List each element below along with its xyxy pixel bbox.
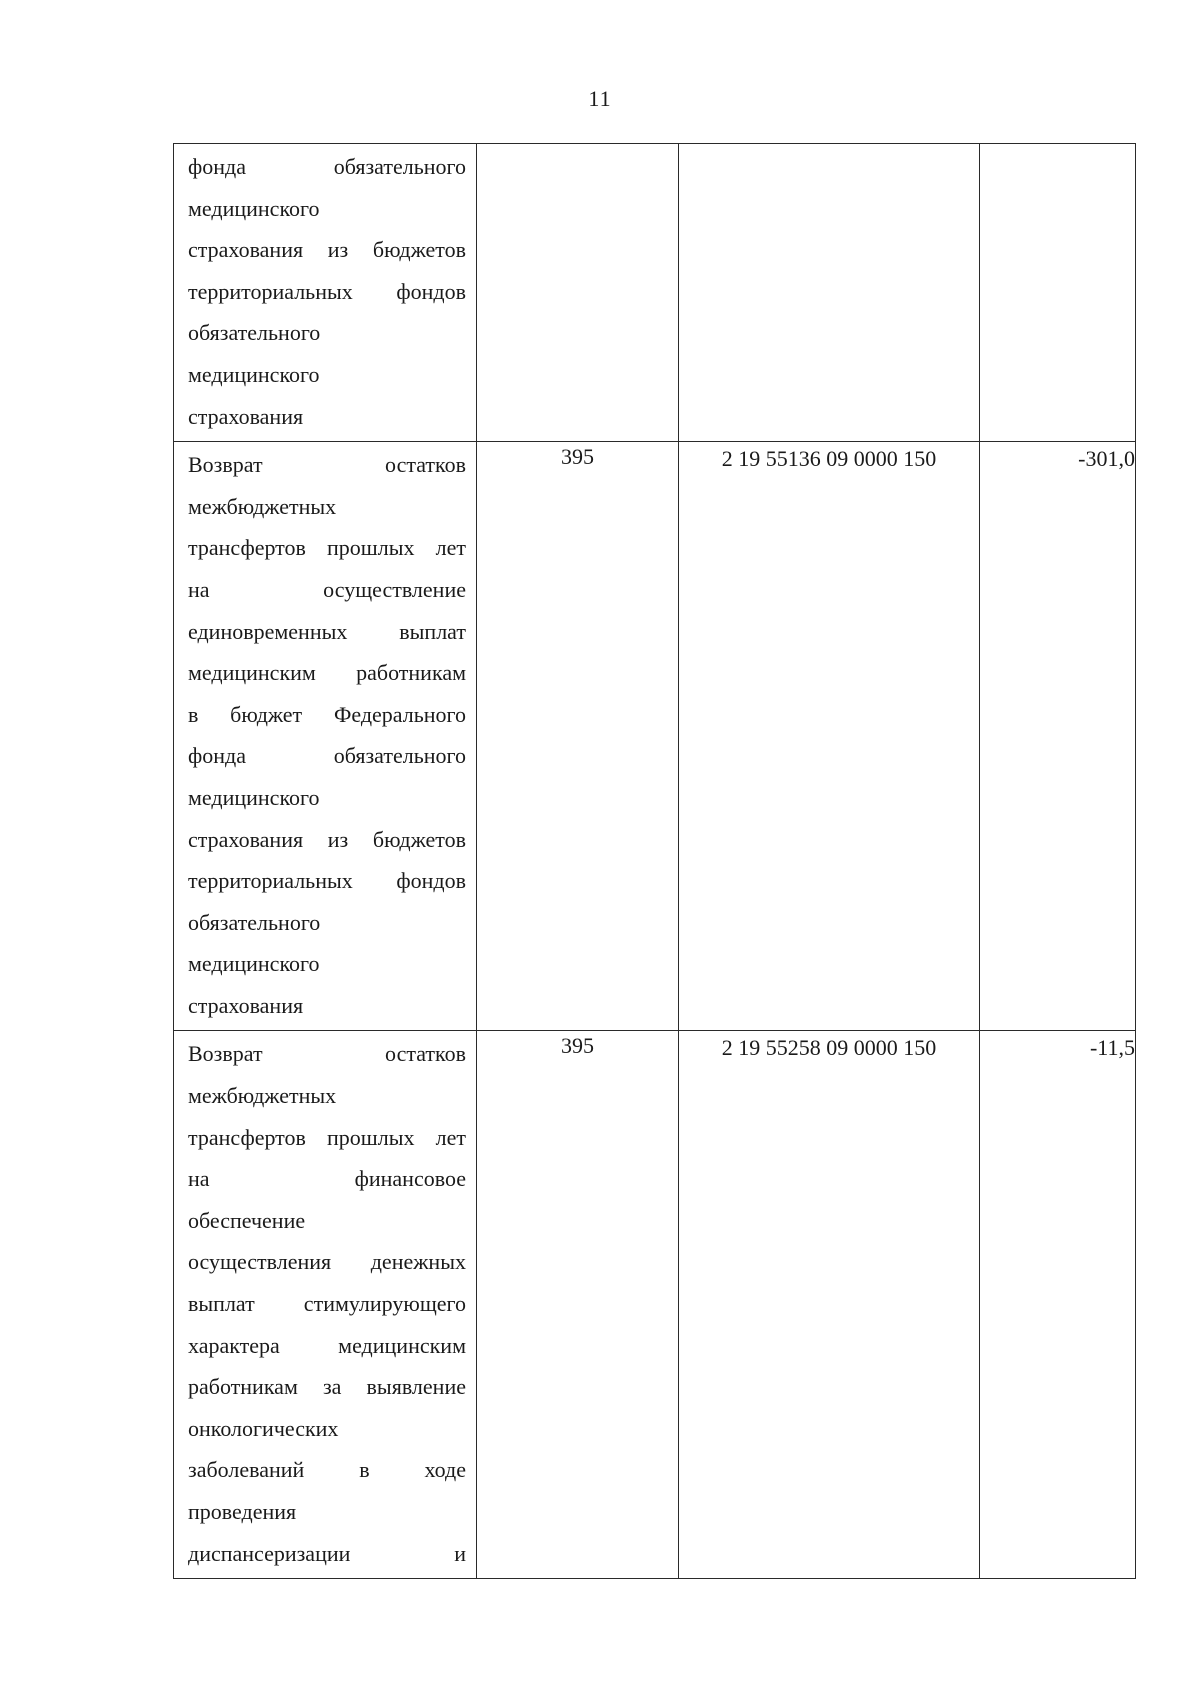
- table-row: [174, 1031, 1136, 1579]
- description-line: работникам за выявление: [188, 1374, 466, 1400]
- description-line: проведения: [188, 1499, 297, 1524]
- description-line: трансфертов прошлых лет: [188, 1124, 466, 1150]
- description-line: на осуществление: [188, 576, 466, 602]
- description-line: межбюджетных: [188, 1083, 337, 1109]
- description-cell: [174, 144, 477, 442]
- description-line: территориальных фондов: [188, 868, 466, 894]
- kbk-code-cell: 2 19 55258 09 0000 150: [679, 1031, 980, 1579]
- description-line: страхования: [188, 992, 304, 1018]
- description-line: страхования из бюджетов: [188, 826, 466, 852]
- description-line: обеспечение: [188, 1207, 306, 1233]
- table-row: [174, 442, 1136, 1031]
- budget-table: [173, 143, 1136, 1579]
- description-line: медицинского: [188, 195, 320, 221]
- description-line: территориальных фондов: [188, 278, 466, 304]
- description-line: заболеваний в ходе: [188, 1457, 466, 1483]
- description-line: медицинского: [188, 951, 320, 977]
- description-line: страхования: [188, 403, 304, 429]
- amount-cell: -301,0: [980, 442, 1136, 1031]
- description-cell: [174, 1031, 477, 1579]
- description-line: диспансеризации и: [188, 1540, 466, 1566]
- description-text: [174, 442, 476, 1030]
- description-line: трансфертов прошлых лет: [188, 535, 466, 561]
- kbk-code-cell: [679, 144, 980, 442]
- description-line: фонда обязательного: [188, 743, 466, 769]
- description-line: медицинского: [188, 361, 320, 387]
- description-line: межбюджетных: [188, 493, 337, 519]
- description-line: характера медицинским: [188, 1332, 466, 1358]
- description-line: выплат стимулирующего: [188, 1291, 466, 1317]
- description-line: Возврат остатков: [188, 452, 466, 478]
- admin-code-cell: 395: [477, 1031, 679, 1579]
- amount-cell: -11,5: [980, 1031, 1136, 1579]
- description-line: страхования из бюджетов: [188, 237, 466, 263]
- kbk-code-cell: 2 19 55136 09 0000 150: [679, 442, 980, 1031]
- description-cell: [174, 442, 477, 1031]
- description-text: [174, 1031, 476, 1578]
- description-line: онкологических: [188, 1415, 339, 1441]
- page-number: 11: [588, 86, 612, 111]
- description-line: осуществления денежных: [188, 1249, 466, 1275]
- description-line: обязательного: [188, 909, 321, 935]
- table-row: [174, 144, 1136, 442]
- description-line: медицинского: [188, 784, 320, 810]
- description-text: [174, 144, 476, 441]
- admin-code-cell: [477, 144, 679, 442]
- description-line: Возврат остатков: [188, 1041, 466, 1067]
- description-line: единовременных выплат: [188, 618, 466, 644]
- amount-cell: [980, 144, 1136, 442]
- description-line: обязательного: [188, 320, 321, 346]
- admin-code-cell: 395: [477, 442, 679, 1031]
- description-line: в бюджет Федерального: [188, 701, 466, 727]
- description-line: на финансовое: [188, 1166, 466, 1192]
- description-line: медицинским работникам: [188, 660, 466, 686]
- description-line: фонда обязательного: [188, 154, 466, 179]
